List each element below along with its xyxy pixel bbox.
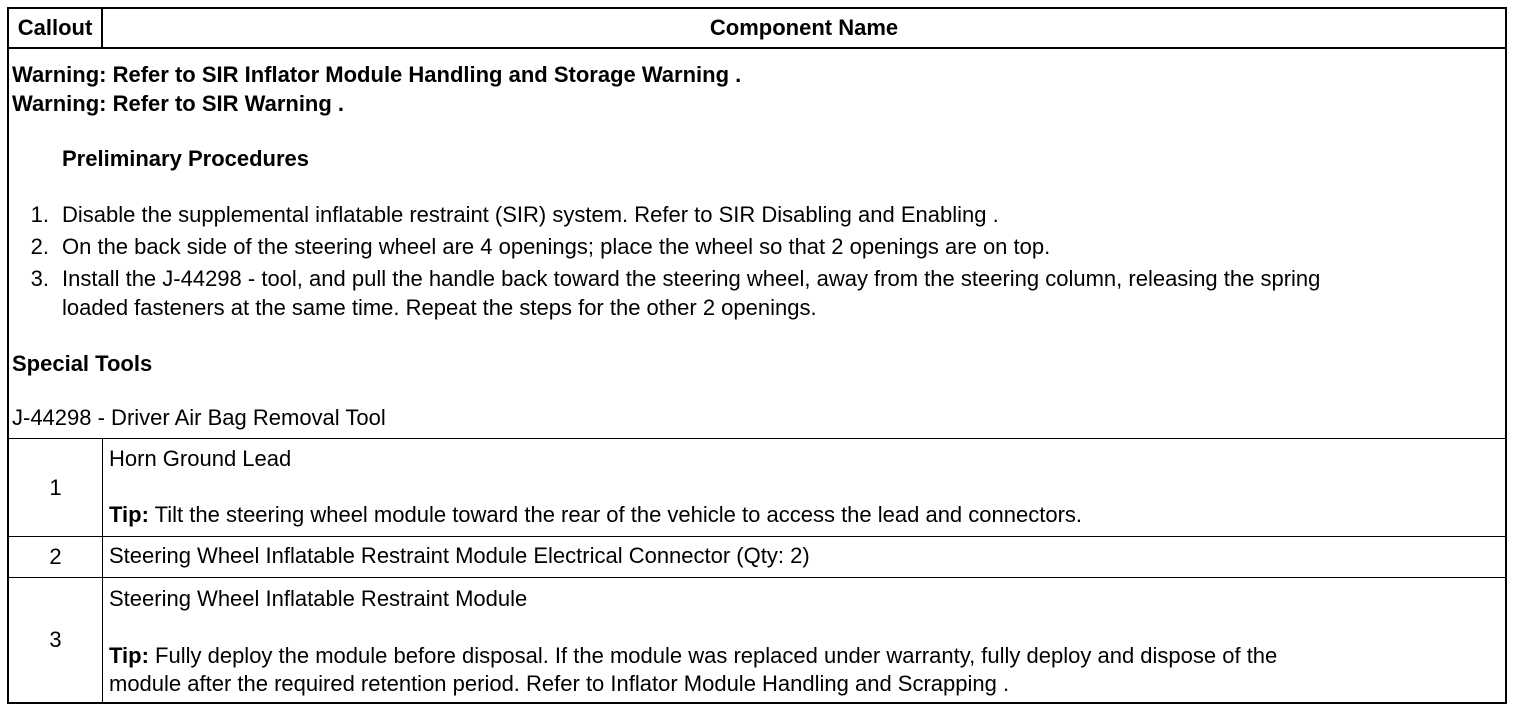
row-callout: 2	[9, 537, 103, 577]
preliminary-heading: Preliminary Procedures	[62, 146, 310, 171]
table-header	[9, 9, 1505, 49]
intro-section	[9, 49, 1505, 439]
step-text-continued: loaded fasteners at the same time. Repeat the steps for the other 2 openings.	[62, 295, 817, 320]
step-number: 1.	[30, 202, 49, 227]
row-component-name: Steering Wheel Inflatable Restraint Module	[109, 586, 528, 611]
header-callout: Callout	[9, 9, 103, 47]
warning-sir: Warning: Refer to SIR Warning .	[12, 91, 345, 116]
table-row	[9, 537, 1505, 578]
row-callout: 3	[9, 578, 103, 702]
tip-text: Fully deploy the module before disposal. If the module was replaced under warranty, fully deploy and dispose of the	[148, 643, 1278, 668]
tip-label: Tip:	[109, 502, 149, 527]
row-tip	[109, 501, 1495, 529]
tip-text: Tilt the steering wheel module toward the rear of the vehicle to access the lead and connectors.	[148, 502, 1083, 527]
component-table	[7, 7, 1507, 704]
row-tip-continued: module after the required retention period. Refer to Inflator Module Handling and Scrapping .	[109, 671, 1010, 696]
row-component-name: Horn Ground Lead	[109, 446, 292, 471]
tip-label: Tip:	[109, 643, 149, 668]
step-number: 2.	[30, 234, 49, 259]
row-callout: 1	[9, 439, 103, 536]
step-text: Disable the supplemental inflatable restraint (SIR) system. Refer to SIR Disabling and Enabling .	[62, 202, 999, 227]
step-text: On the back side of the steering wheel are 4 openings; place the wheel so that 2 openings are on top.	[62, 234, 1051, 259]
row-tip	[109, 642, 1495, 670]
special-tools-heading: Special Tools	[12, 351, 153, 376]
warning-inflator: Warning: Refer to SIR Inflator Module Handling and Storage Warning .	[12, 62, 742, 87]
table-row	[9, 578, 1505, 702]
row-component-name: Steering Wheel Inflatable Restraint Module Electrical Connector (Qty: 2)	[109, 543, 810, 568]
step-text: Install the J-44298 - tool, and pull the handle back toward the steering wheel, away from the steering column, releasing the spring	[62, 266, 1321, 291]
step-number: 3.	[30, 266, 49, 291]
header-component-name: Component Name	[709, 15, 899, 40]
special-tool-item: J-44298 - Driver Air Bag Removal Tool	[12, 405, 386, 430]
table-row	[9, 439, 1505, 537]
